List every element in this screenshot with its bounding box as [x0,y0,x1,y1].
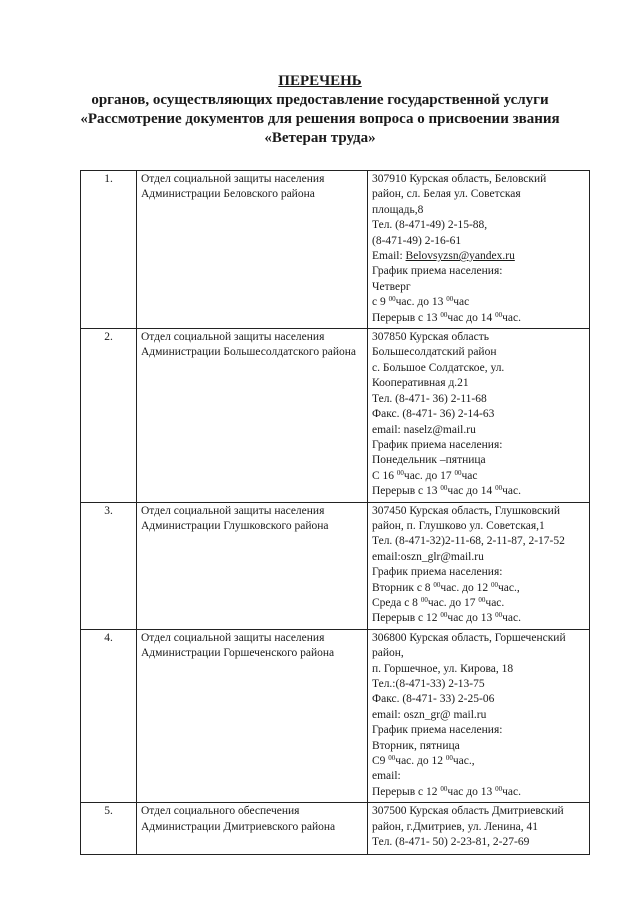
table-row [81,502,590,629]
contact-info-line: район, сл. Белая ул. Советская [372,188,521,201]
contact-info-line: Тел.:(8-471-33) 2-13-75 [372,678,485,690]
contact-info-line: Среда с 8 $^{00}$час. до 17 $^{00}$час. [372,595,505,609]
contact-info-line: Кооперативная д.21 [372,377,469,390]
contact-info-line: График приема населения: [372,438,503,451]
title-heading: ПЕРЕЧЕНЬ [278,73,362,89]
title-line-4: «Ветеран труда» [264,130,376,146]
table-row [81,171,590,329]
organization-name-line: Администрации Горшеченского района [141,647,335,660]
contact-info-line: email:oszn_glr@mail.ru [372,550,484,563]
contact-info-line: График приема населения: [372,265,503,278]
contact-info-line: Перерыв с 13 $^{00}$час до 14 $^{00}$час. [372,484,521,498]
organization-name-line: Отдел социальной защиты населения [141,173,325,185]
contact-info-line: Факс. (8-471- 36) 2-14-63 [372,408,495,421]
email-line: Email: Belovsyzsn@yandex.ru [372,250,515,263]
contact-info-line: Перерыв с 12 $^{00}$час до 13 $^{00}$час. [372,784,521,798]
contact-info [368,629,590,802]
organization-name [137,803,368,855]
contact-info-line: Перерыв с 12 $^{00}$час до 13 $^{00}$час. [372,611,521,625]
contact-info [368,171,590,329]
organization-name [137,502,368,629]
row-number: 3. [81,502,137,629]
organization-name-line: Администрации Глушковского района [141,519,329,532]
contact-info-line: С9 $^{00}$час. до 12 $^{00}$час., [372,754,475,768]
organization-name-line: Отдел социальной защиты населения [141,631,325,644]
row-number: 1. [81,171,137,329]
contact-info-line: email: [372,770,401,783]
row-number: 4. [81,629,137,802]
contact-info-line: район, п. Глушково ул. Советская,1 [372,519,545,532]
table-row [81,629,590,802]
contact-info-line: 307910 Курская область, Беловский [372,173,547,185]
email-link[interactable]: Belovsyzsn@yandex.ru [405,250,515,263]
contact-info-line: район, г.Дмитриев, ул. Ленина, 41 [372,820,538,833]
contact-info-line: 307500 Курская область Дмитриевский [372,805,564,818]
contact-info-line: График приема населения: [372,566,503,579]
contact-info-line: С 16 $^{00}$час. до 17 $^{00}$час [372,468,478,482]
contact-info-line: Вторник, пятница [372,739,460,752]
contact-info-line: График приема населения: [372,724,503,737]
table-row [81,329,590,502]
organization-name-line: Отдел социальной защиты населения [141,331,325,344]
organization-name [137,629,368,802]
organization-name-line: Администрации Беловского района [141,188,315,201]
contact-info-line: Факс. (8-471- 33) 2-25-06 [372,693,495,706]
organization-name-line: Администрации Дмитриевского района [141,820,336,833]
document-title [0,72,640,148]
organization-name-line: Отдел социальной защиты населения [141,504,325,517]
contact-info-line: email: naselz@mail.ru [372,423,476,436]
contact-info-line: с 9 $^{00}$час. до 13 $^{00}$час [372,295,470,309]
contact-info [368,329,590,502]
table-row [81,803,590,855]
organization-name [137,329,368,502]
organizations-table [80,170,590,855]
contact-info-line: Перерыв с 13 $^{00}$час до 14 $^{00}$час. [372,310,521,324]
contact-info-line: с. Большое Солдатское, ул. [372,361,505,374]
contact-info-line: Тел. (8-471-49) 2-15-88, [372,219,488,232]
contact-info-line: район, [372,647,404,660]
contact-info-line: 306800 Курская область, Горшеченский [372,631,566,644]
row-number: 2. [81,329,137,502]
contact-info-line: Четверг [372,280,411,293]
organization-name [137,171,368,329]
organization-name-line: Администрации Большесолдатского района [141,346,356,359]
contact-info-line: п. Горшечное, ул. Кирова, 18 [372,662,514,675]
title-line-3: «Рассмотрение документов для решения вопроса о присвоении звания [80,111,560,127]
contact-info-line: Тел. (8-471- 36) 2-11-68 [372,392,487,405]
row-number: 5. [81,803,137,855]
contact-info-line: Тел. (8-471-32)2-11-68, 2-11-87, 2-17-52 [372,535,565,548]
organization-name-line: Отдел социального обеспечения [141,805,300,818]
contact-info-line: 307850 Курская область [372,331,489,344]
contact-info-line: площадь,8 [372,203,424,216]
contact-info-line: Тел. (8-471- 50) 2-23-81, 2-27-69 [372,836,530,849]
title-line-2: органов, осуществляющих предоставление государственной услуги [91,92,549,108]
contact-info-line: (8-471-49) 2-16-61 [372,234,462,247]
contact-info [368,502,590,629]
contact-info-line: Вторник с 8 $^{00}$час. до 12 $^{00}$час., [372,580,520,594]
contact-info [368,803,590,855]
contact-info-line: Понедельник –пятница [372,454,486,467]
contact-info-line: 307450 Курская область, Глушковский [372,504,560,517]
contact-info-line: email: oszn_gr@ mail.ru [372,708,487,721]
contact-info-line: Большесолдатский район [372,346,497,359]
